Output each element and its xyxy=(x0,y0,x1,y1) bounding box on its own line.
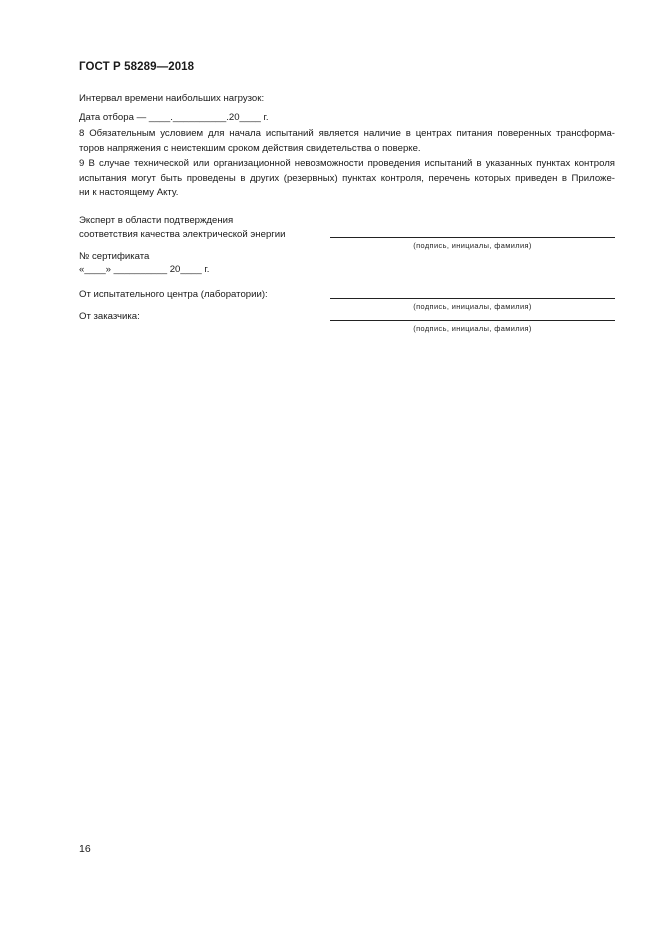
certificate-number-label: № сертификата xyxy=(79,251,150,262)
test-center-signature-line[interactable] xyxy=(330,298,615,299)
peak-load-interval-label: Интервал времени наибольших нагрузок: xyxy=(79,93,265,104)
page-number: 16 xyxy=(79,843,91,855)
item-8-line-1: 8 Обязательным условием для начала испытаний является наличие в центрах питания поверенных трансформа- xyxy=(79,128,615,139)
item-9-paragraph xyxy=(79,157,615,201)
item-9-line-2: испытания могут быть проведены в других (резервных) пунктах контроля, перечень которых приведен в Приложе- xyxy=(79,172,615,184)
expert-signature-line[interactable] xyxy=(330,237,615,238)
sampling-date-label: Дата отбора — ____.__________.20____ г. xyxy=(79,112,269,123)
expert-label-line-2: соответствия качества электрической энергии xyxy=(79,229,286,240)
customer-label: От заказчика: xyxy=(79,311,140,322)
item-9-line-3: ни к настоящему Акту. xyxy=(79,187,179,198)
certificate-date-field: «____» __________ 20____ г. xyxy=(79,264,210,275)
test-center-signature-caption: (подпись, инициалы, фамилия) xyxy=(413,302,532,311)
test-center-label: От испытательного центра (лаборатории): xyxy=(79,289,268,300)
customer-signature-caption: (подпись, инициалы, фамилия) xyxy=(413,324,532,333)
item-8-paragraph xyxy=(79,127,615,156)
item-9-line-1: 9 В случае технической или организационной невозможности проведения испытаний в указанных пунктах контроля xyxy=(79,158,615,169)
expert-signature-caption: (подпись, инициалы, фамилия) xyxy=(413,241,532,250)
page-header: ГОСТ Р 58289—2018 xyxy=(79,61,195,73)
expert-label-line-1: Эксперт в области подтверждения xyxy=(79,215,234,226)
item-8-line-2: торов напряжения с неистекшим сроком действия свидетельства о поверке. xyxy=(79,142,421,154)
customer-signature-line[interactable] xyxy=(330,320,615,321)
